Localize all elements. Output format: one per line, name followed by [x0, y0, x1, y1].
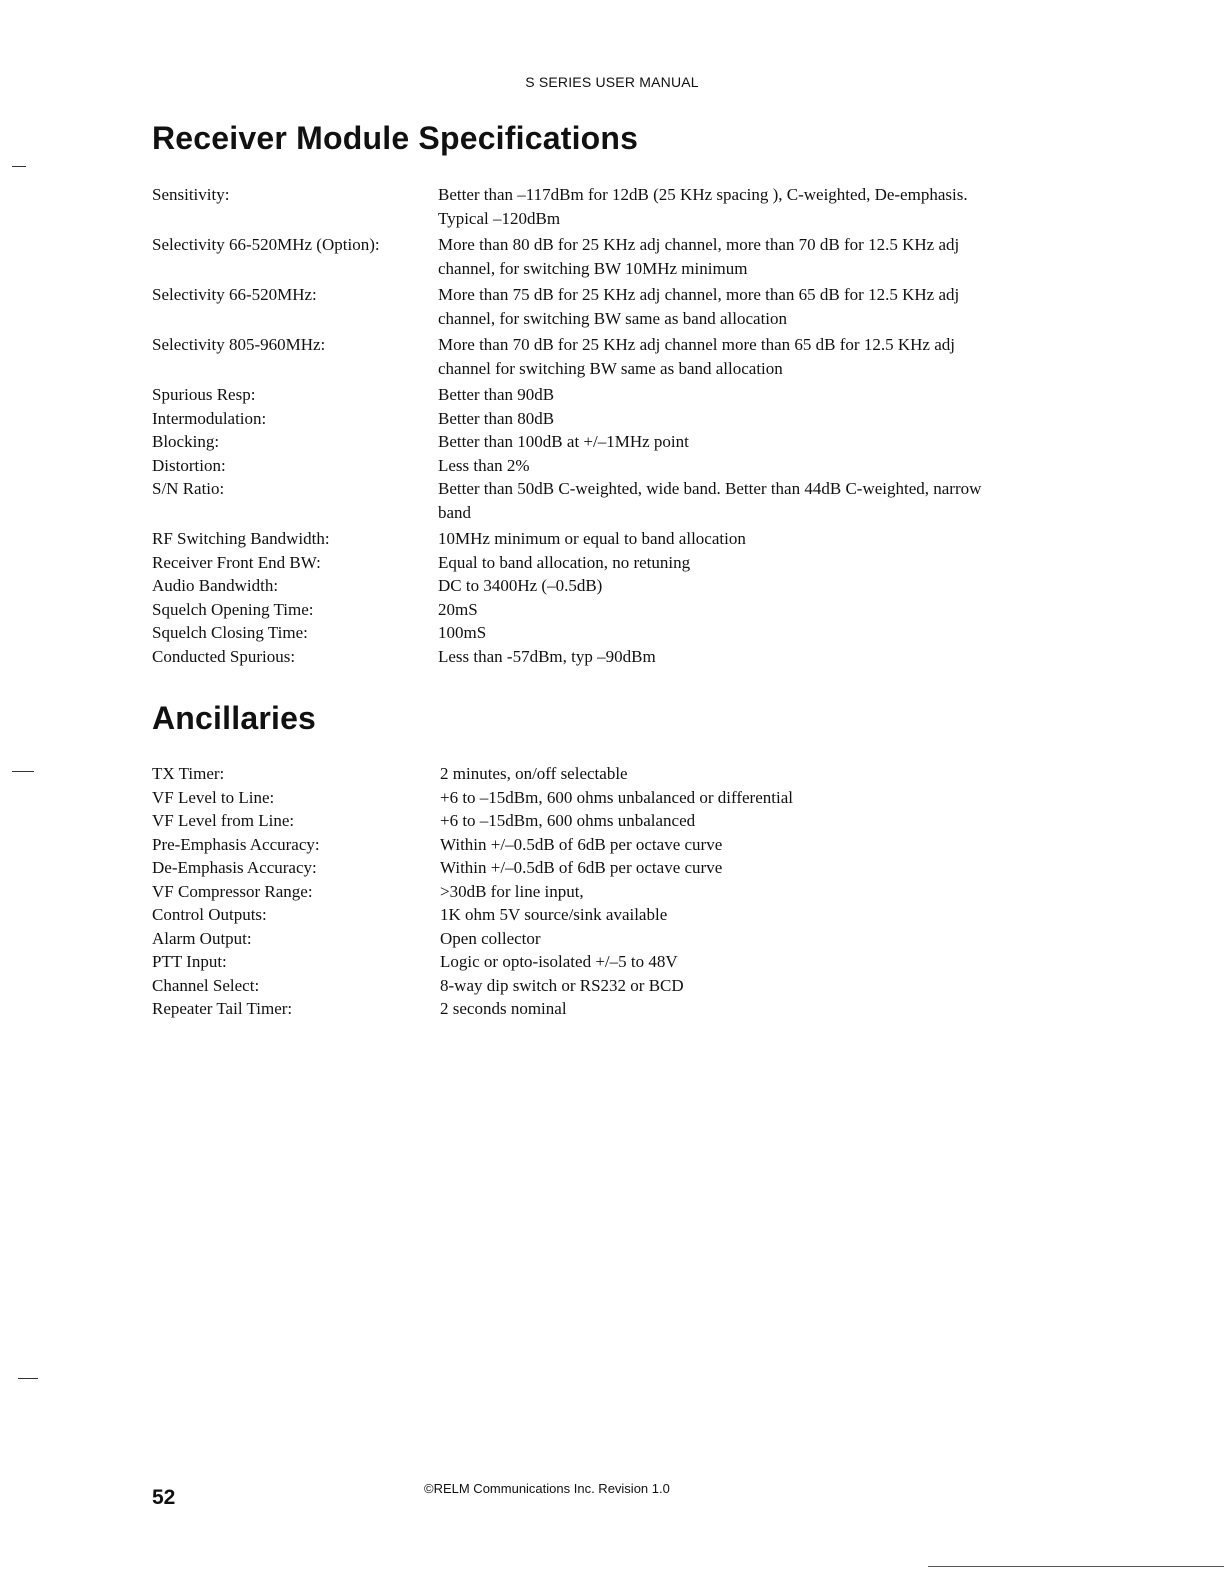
spec-row-distortion: [152, 454, 1002, 478]
spec-row-vf-compressor-range: [152, 880, 1002, 904]
spec-value: More than 70 dB for 25 KHz adj channel more than 65 dB for 12.5 KHz adj channel for switching BW same as band allocation: [438, 335, 955, 378]
spec-row-channel-select: [152, 974, 1002, 998]
spec-label: Receiver Front End BW:: [152, 552, 321, 572]
spec-value: Better than 100dB at +/–1MHz point: [438, 432, 689, 451]
spec-label: Squelch Closing Time:: [152, 623, 308, 642]
spec-row-conducted-spurious: [152, 645, 1002, 669]
spec-label: Channel Select:: [152, 975, 260, 995]
spec-row-squelch-closing-time: [152, 621, 1002, 645]
spec-label: Conducted Spurious:: [152, 646, 296, 666]
section-title-ancillaries: Ancillaries: [152, 700, 317, 736]
spec-value: Within +/–0.5dB of 6dB per octave curve: [440, 858, 723, 877]
spec-label: Intermodulation:: [152, 408, 267, 428]
spec-label: Spurious Resp:: [152, 385, 256, 404]
spec-label: S/N Ratio:: [152, 479, 225, 498]
spec-value: 2 seconds nominal: [440, 999, 567, 1018]
spec-row-vf-level-from-line: [152, 809, 1002, 833]
page-number: 52: [152, 1486, 176, 1509]
page-edge-rule: [928, 1566, 1224, 1567]
spec-value: Better than 50dB C-weighted, wide band. Better than 44dB C-weighted, narrow band: [438, 479, 982, 522]
spec-row-sensitivity: [152, 183, 1002, 230]
scan-mark: [12, 166, 26, 167]
spec-row-blocking: [152, 430, 1002, 454]
spec-label: Distortion:: [152, 455, 226, 475]
spec-label: VF Level to Line:: [152, 787, 275, 807]
spec-value: Within +/–0.5dB of 6dB per octave curve: [440, 834, 723, 854]
spec-row-selectivity-option: [152, 233, 1002, 280]
spec-label: Squelch Opening Time:: [152, 599, 314, 619]
spec-row-receiver-front-end-bw: [152, 551, 1002, 575]
footer-copyright: ©RELM Communications Inc. Revision 1.0: [424, 1481, 670, 1496]
spec-row-alarm-output: [152, 927, 1002, 951]
spec-row-pre-emphasis-accuracy: [152, 833, 1002, 857]
spec-label: Selectivity 805-960MHz:: [152, 335, 326, 354]
spec-row-squelch-opening-time: [152, 598, 1002, 622]
spec-label: De-Emphasis Accuracy:: [152, 858, 317, 877]
spec-value: Logic or opto-isolated +/–5 to 48V: [440, 952, 678, 971]
spec-value: +6 to –15dBm, 600 ohms unbalanced: [440, 811, 696, 830]
spec-label: Pre-Emphasis Accuracy:: [152, 834, 320, 854]
spec-value: More than 75 dB for 25 KHz adj channel, more than 65 dB for 12.5 KHz adj channel, for switching BW same as band allocation: [438, 285, 960, 328]
spec-row-repeater-tail-timer: [152, 997, 1002, 1021]
scan-mark: [18, 1378, 38, 1379]
spec-label: Sensitivity:: [152, 185, 230, 204]
spec-row-intermodulation: [152, 407, 1002, 431]
spec-row-vf-level-to-line: [152, 786, 1002, 810]
spec-label: RF Switching Bandwidth:: [152, 529, 330, 548]
spec-label: VF Level from Line:: [152, 811, 295, 830]
spec-label: Alarm Output:: [152, 928, 252, 948]
running-header: S SERIES USER MANUAL: [525, 74, 699, 90]
spec-row-de-emphasis-accuracy: [152, 856, 1002, 880]
section-title-receiver-specifications: Receiver Module Specifications: [152, 120, 639, 156]
scan-mark: [12, 771, 34, 772]
spec-label: Repeater Tail Timer:: [152, 999, 293, 1018]
spec-value: 20mS: [438, 599, 478, 619]
spec-label: Selectivity 66-520MHz:: [152, 285, 317, 304]
spec-row-audio-bandwidth: [152, 574, 1002, 598]
spec-label: Control Outputs:: [152, 905, 267, 924]
spec-value: 100mS: [438, 623, 487, 642]
spec-value: Better than 90dB: [438, 385, 555, 404]
spec-value: Better than –117dBm for 12dB (25 KHz spacing ), C-weighted, De-emphasis. Typical –120dBm: [438, 185, 968, 228]
spec-value: 1K ohm 5V source/sink available: [440, 905, 668, 924]
spec-row-control-outputs: [152, 903, 1002, 927]
spec-value: Better than 80dB: [438, 408, 555, 428]
receiver-specifications-table: [152, 183, 1002, 668]
spec-label: Audio Bandwidth:: [152, 576, 279, 595]
spec-row-rf-switching-bandwidth: [152, 527, 1002, 551]
spec-row-spurious-resp: [152, 383, 1002, 407]
spec-value: DC to 3400Hz (–0.5dB): [438, 576, 603, 595]
spec-label: Selectivity 66-520MHz (Option):: [152, 235, 380, 254]
spec-row-ptt-input: [152, 950, 1002, 974]
spec-row-tx-timer: [152, 762, 1002, 786]
spec-row-sn-ratio: [152, 477, 1002, 524]
spec-label: TX Timer:: [152, 764, 225, 783]
spec-value: Less than 2%: [438, 455, 530, 475]
spec-value: 2 minutes, on/off selectable: [440, 764, 628, 783]
spec-value: Less than -57dBm, typ –90dBm: [438, 646, 656, 666]
spec-row-selectivity-805-960: [152, 333, 1002, 380]
spec-value: 8-way dip switch or RS232 or BCD: [440, 975, 684, 995]
spec-value: >30dB for line input,: [440, 881, 584, 901]
spec-row-selectivity-66-520: [152, 283, 1002, 330]
spec-label: VF Compressor Range:: [152, 881, 313, 901]
spec-value: +6 to –15dBm, 600 ohms unbalanced or differential: [440, 787, 793, 807]
spec-value: Open collector: [440, 928, 541, 948]
spec-label: Blocking:: [152, 432, 220, 451]
spec-value: More than 80 dB for 25 KHz adj channel, more than 70 dB for 12.5 KHz adj channel, for switching BW 10MHz minimum: [438, 235, 960, 278]
ancillaries-table: [152, 762, 1002, 1021]
spec-value: 10MHz minimum or equal to band allocation: [438, 529, 746, 548]
spec-value: Equal to band allocation, no retuning: [438, 552, 691, 572]
spec-label: PTT Input:: [152, 952, 227, 971]
